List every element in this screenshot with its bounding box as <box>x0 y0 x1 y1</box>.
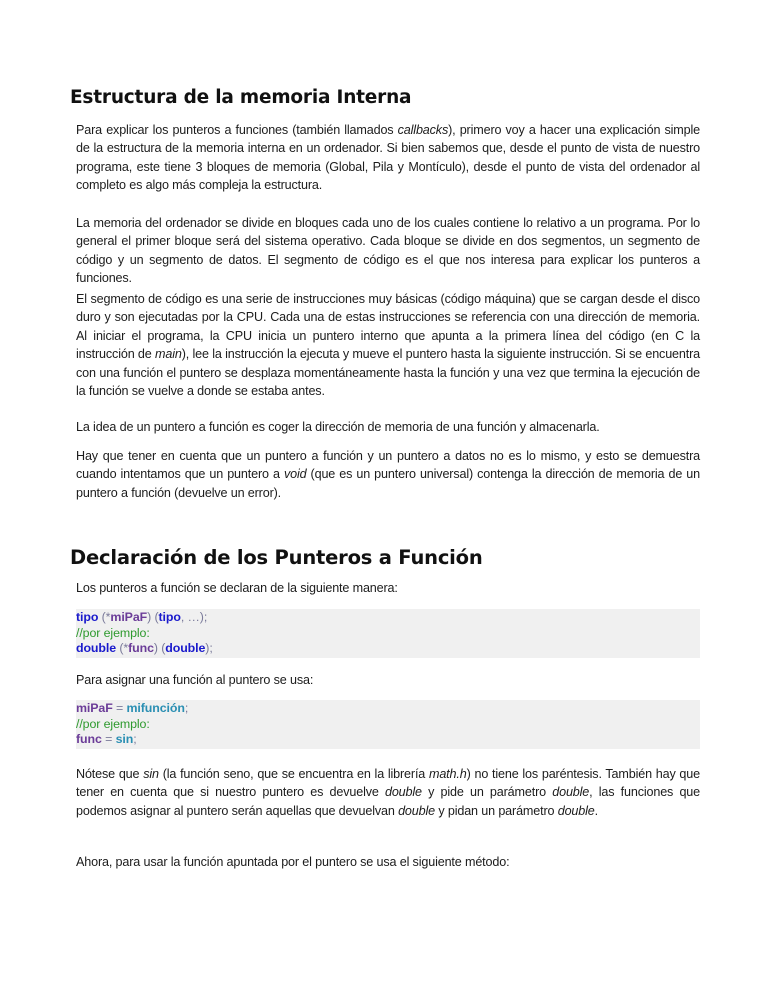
term-callbacks: callbacks <box>397 123 449 137</box>
paragraph-assign-intro: Para asignar una función al puntero se usa: <box>76 673 314 687</box>
code-comment: //por ejemplo: <box>76 625 150 640</box>
paragraph-note: Nótese que sin (la función seno, que se encuentra en la librería math.h) no tiene los paréntesis. También hay que tener en cuenta que si nuestro puntero es devuelve double y pide un parámetro double, las funciones que podemos asignar al puntero serán aquellas que devuelvan double y pidan un parámetro double. <box>76 767 701 818</box>
code-line: tipo (*miPaF) (tipo, …); <box>76 610 208 624</box>
paragraph-declare-intro: Los punteros a función se declaran de la siguiente manera: <box>76 581 398 595</box>
term-main: main <box>155 347 182 362</box>
code-comment: //por ejemplo: <box>76 716 150 731</box>
code-block-assignment <box>76 700 700 749</box>
paragraph-idea: La idea de un puntero a función es coger la dirección de memoria de una función y almacenarla. <box>76 420 600 434</box>
section-heading-memory-structure: Estructura de la memoria Interna <box>70 87 412 108</box>
paragraph-void-pointer: Hay que tener en cuenta que un puntero a función y un puntero a datos no es lo mismo, y esto se demuestra cuando intentamos que un puntero a void (que es un puntero universal) contenga la dirección de memoria de un puntero a función (devuelve un error). <box>76 449 700 500</box>
code-line: miPaF = mifunción; <box>76 701 189 715</box>
section-heading-declaration: Declaración de los Punteros a Función <box>70 546 483 569</box>
code-block-declaration <box>76 609 700 658</box>
paragraph-memory-blocks: La memoria del ordenador se divide en bloques cada uno de los cuales contiene lo relativo a un programa. Por lo general el primer bloque será del sistema operativo. Cada bloque se divide en dos segmentos, un segmento de código y un segmento de datos. El segmento de código es el que nos interesa para explicar los punteros a funciones. <box>76 216 700 286</box>
paragraph-intro: Para explicar los punteros a funciones (también llamados callbacks), primero voy a hacer una explicación simple de la estructura de la memoria interna en un ordenador. Si bien sabemos que, desde el punto de vista de nuestro programa, este tiene 3 bloques de memoria (Global, Pila y Montículo), desde el punto de vista del ordenador al completo es algo más compleja la estructura. <box>76 123 700 193</box>
code-line: double (*func) (double); <box>76 641 213 656</box>
term-void: void <box>283 467 307 482</box>
code-line: func = sin; <box>76 732 137 747</box>
paragraph-usage-intro: Ahora, para usar la función apuntada por el puntero se usa el siguiente método: <box>76 855 510 869</box>
paragraph-code-segment: El segmento de código es una serie de instrucciones muy básicas (código máquina) que se cargan desde el disco duro y son ejecutadas por la CPU. Cada una de estas instrucciones se referencia con una dirección de memoria. Al iniciar el programa, la CPU inicia un puntero interno que apunta a la primera línea del código (en C la instrucción de main), lee la instrucción la ejecuta y mueve el puntero hasta la siguiente instrucción. Si se encuentra con una función el puntero se desplaza momentáneamente hasta la función y una vez que termina la ejecución de la función se vuelve a donde se estaba antes. <box>76 292 701 399</box>
